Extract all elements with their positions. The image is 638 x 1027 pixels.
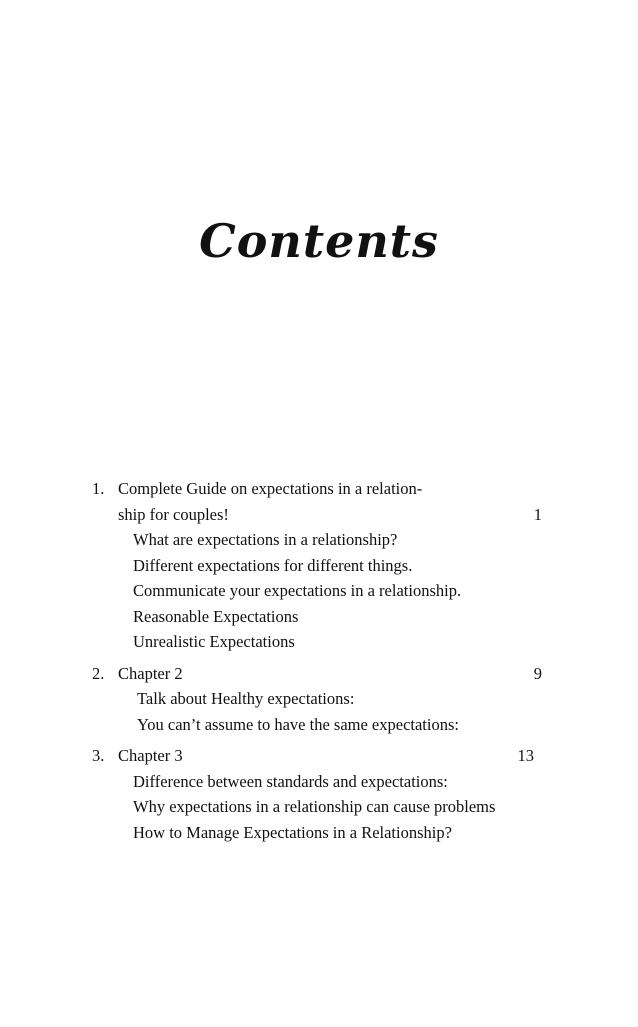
toc-entry-1-title-line1: Complete Guide on expectations in a relation- (118, 479, 423, 498)
toc-entry-3[interactable] (92, 743, 552, 845)
toc-subsection-item[interactable]: Communicate your expectations in a relationship. (133, 581, 462, 600)
toc-subsection-item[interactable]: Different expectations for different things. (133, 555, 413, 575)
toc-entry-1-title-line2: ship for couples! (118, 504, 229, 524)
page-title: Contents (199, 214, 439, 268)
table-of-contents (92, 476, 552, 851)
toc-entry-1-page-number: 1 (533, 504, 542, 524)
toc-entry-2-title: Chapter 2 (118, 663, 183, 683)
toc-entry-2-number: 2. (92, 663, 105, 683)
toc-subsection-item[interactable]: You can’t assume to have the same expectations: (137, 714, 459, 734)
toc-entry-3-heading[interactable] (92, 743, 552, 769)
toc-entry-1-number: 1. (92, 479, 105, 498)
toc-entry-2-subsections (92, 686, 552, 737)
toc-entry-3-number: 3. (92, 746, 105, 765)
toc-subsection-item[interactable]: What are expectations in a relationship? (133, 530, 398, 549)
toc-entry-2-page-number: 9 (533, 663, 542, 683)
toc-entry-3-title: Chapter 3 (118, 746, 183, 765)
toc-entry-1-subsections (92, 527, 552, 655)
toc-subsection-item[interactable]: Unrealistic Expectations (133, 632, 295, 651)
toc-entry-3-page-number: 13 (517, 746, 534, 765)
toc-entry-2-heading[interactable] (92, 661, 552, 687)
toc-entry-2[interactable] (92, 661, 552, 738)
toc-entry-1-heading[interactable] (92, 476, 552, 527)
toc-entry-1[interactable] (92, 476, 552, 655)
toc-subsection-item[interactable]: Difference between standards and expectations: (133, 771, 448, 791)
toc-entry-3-subsections (92, 769, 552, 846)
toc-subsection-item[interactable]: Why expectations in a relationship can cause problems (133, 797, 496, 816)
toc-subsection-item[interactable]: Reasonable Expectations (133, 606, 299, 626)
toc-subsection-item[interactable]: How to Manage Expectations in a Relationship? (133, 822, 452, 842)
toc-subsection-item[interactable]: Talk about Healthy expectations: (137, 689, 355, 708)
